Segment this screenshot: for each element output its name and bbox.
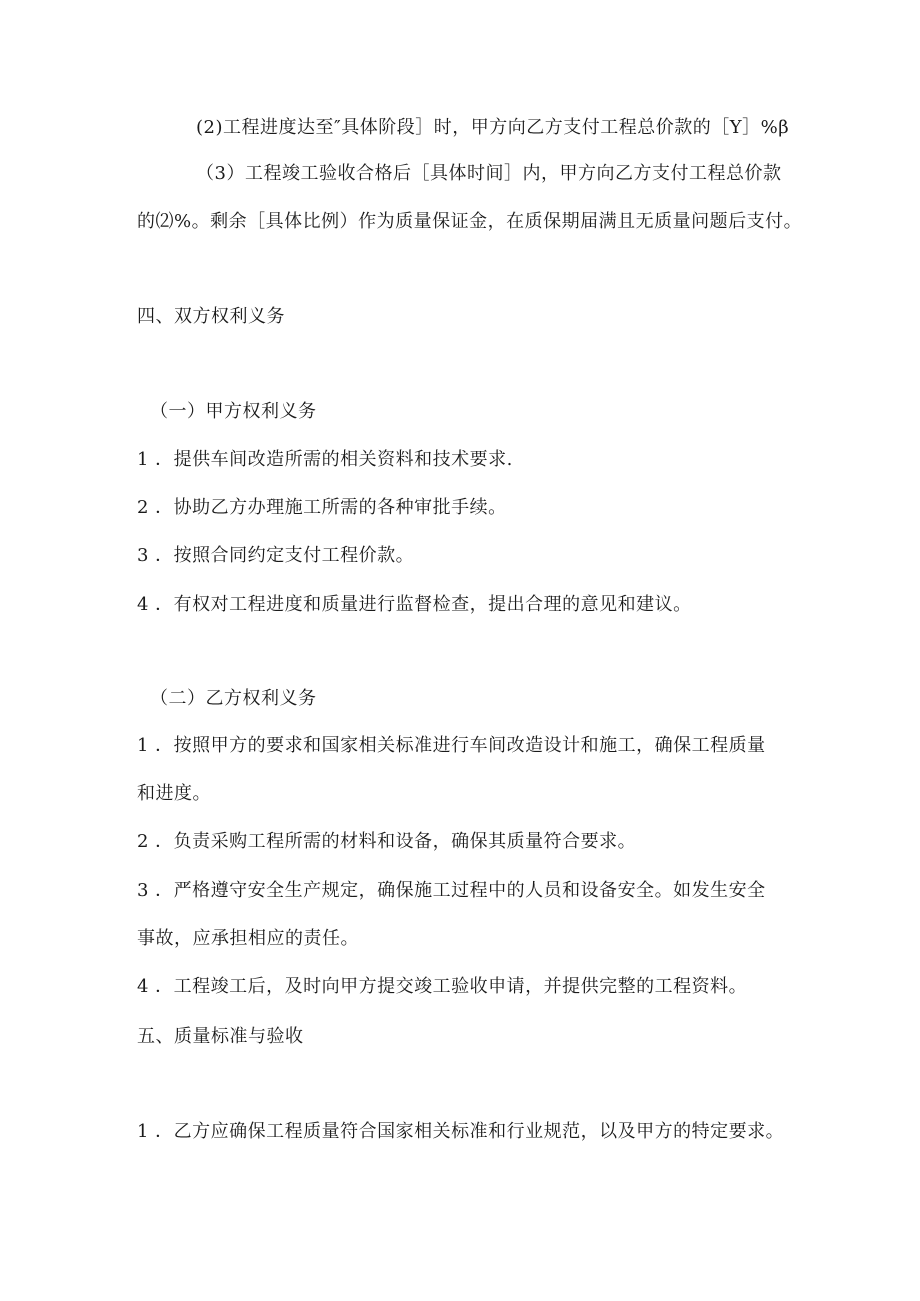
party-b-item-1-line-1: 1 ．按照甲方的要求和国家相关标准进行车间改造设计和施工，确保工程质量 (137, 735, 766, 756)
party-a-item-2: 2 ．协助乙方办理施工所需的各种审批手续。 (137, 497, 507, 518)
party-b-heading: （二）乙方权利义务 (150, 688, 317, 709)
section-5-heading: 五、质量标准与验收 (137, 1026, 304, 1047)
party-a-item-4: 4 ．有权对工程进度和质量进行监督检查，提出合理的意见和建议。 (137, 594, 692, 615)
party-b-item-2: 2 ．负责采购工程所需的材料和设备，确保其质量符合要求。 (137, 831, 637, 852)
party-b-item-3-line-2: 事故，应承担相应的责任。 (137, 928, 359, 949)
party-b-item-1-line-2: 和进度。 (137, 783, 211, 804)
payment-item-3-line-2: 的⑵%。剩余［具体比例）作为质量保证金，在质保期届满且无质量问题后支付。 (137, 211, 803, 232)
payment-item-3-line-1: （3）工程竣工验收合格后［具体时间］内，甲方向乙方支付工程总价款 (196, 163, 782, 184)
party-b-item-4: 4 ．工程竣工后，及时向甲方提交竣工验收申请，并提供完整的工程资料。 (137, 976, 748, 997)
payment-item-2: (2)工程进度达至″具体阶段］时，甲方向乙方支付工程总价款的［Y］%β (196, 117, 790, 138)
party-a-item-3: 3 ．按照合同约定支付工程价款。 (137, 545, 415, 566)
section-5-item-1: 1 ．乙方应确保工程质量符合国家相关标准和行业规范，以及甲方的特定要求。 (137, 1121, 785, 1142)
party-a-item-1: 1 ．提供车间改造所需的相关资料和技术要求. (137, 449, 513, 470)
party-a-heading: （一）甲方权利义务 (150, 401, 317, 422)
section-4-heading: 四、双方权利义务 (137, 306, 285, 327)
party-b-item-3-line-1: 3 ．严格遵守安全生产规定，确保施工过程中的人员和设备安全。如发生安全 (137, 880, 766, 901)
